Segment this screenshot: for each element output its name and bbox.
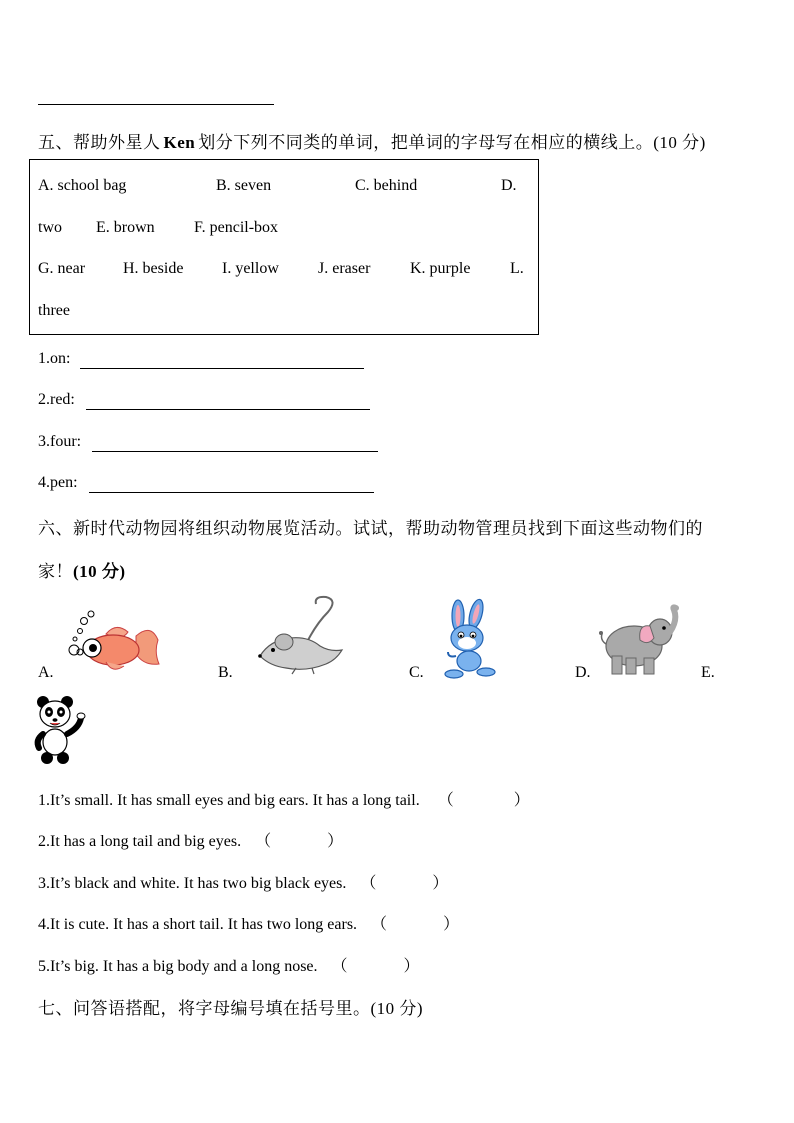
section5-title-suffix: 划分下列不同类的单词，把单词的字母写在相应的横线上。(10 分) [198,133,706,152]
sentence-3 [38,870,448,893]
top-rule [38,104,274,105]
goldfish-icon [66,608,161,678]
sentence-2 [38,828,343,851]
sentence-1-text: 1.It’s small. It has small eyes and big ears. It has a long tail. [38,792,420,809]
sentence-5 [38,953,420,976]
answer-paren-5[interactable]: （ ） [331,958,420,975]
option-e-label: E. [701,664,715,681]
option-b-label: B. [218,664,233,681]
rabbit-icon [436,600,502,680]
section6-title-line1: 六、新时代动物园将组织动物展览活动。试试，帮助动物管理员找到下面这些动物们的 [38,519,703,538]
section5-title-name: Ken [163,133,196,152]
word-e: E. brown [96,219,155,236]
question-on: 1.on: [38,350,71,367]
word-b: B. seven [216,177,272,194]
word-d-cont: two [38,219,62,236]
word-i: I. yellow [222,260,279,277]
answer-line-on[interactable] [80,368,364,369]
word-d: D. [501,177,517,194]
question-red: 2.red: [38,391,75,408]
option-a-label: A. [38,664,54,681]
elephant-icon [598,606,682,678]
sentence-3-text: 3.It’s black and white. It has two big black eyes. [38,875,347,892]
answer-paren-2[interactable]: （ ） [255,833,344,850]
question-four: 3.four: [38,433,82,450]
word-j: J. eraser [318,260,371,277]
mouse-icon [256,594,348,676]
question-pen: 4.pen: [38,474,78,491]
section6-title-line2 [38,557,126,582]
word-l-cont: three [38,302,70,319]
answer-paren-3[interactable]: （ ） [360,875,449,892]
section5-title-prefix: 五、帮助外星人 [38,133,161,152]
section6-title-score: (10 分) [73,562,126,581]
answer-paren-1[interactable]: （ ） [437,792,530,809]
option-c-label: C. [409,664,424,681]
sentence-2-text: 2.It has a long tail and big eyes. [38,833,242,850]
sentence-4-text: 4.It is cute. It has a short tail. It has two long ears. [38,916,358,933]
sentence-4 [38,911,459,934]
answer-line-pen[interactable] [89,492,374,493]
word-a: A. school bag [38,177,127,194]
section5-title [38,128,706,153]
sentence-1 [38,787,530,810]
section7-title: 七、问答语搭配，将字母编号填在括号里。(10 分) [38,999,424,1018]
word-g: G. near [38,260,86,277]
panda-icon [33,694,89,766]
answer-line-red[interactable] [86,409,370,410]
section6-title-prefix: 家！ [38,562,73,581]
word-h: H. beside [123,260,184,277]
word-l: L. [510,260,524,277]
word-k: K. purple [410,260,471,277]
sentence-5-text: 5.It’s big. It has a big body and a long nose. [38,958,318,975]
answer-paren-4[interactable]: （ ） [371,916,460,933]
answer-line-four[interactable] [92,451,378,452]
option-d-label: D. [575,664,591,681]
word-f: F. pencil-box [194,219,279,236]
word-c: C. behind [355,177,418,194]
